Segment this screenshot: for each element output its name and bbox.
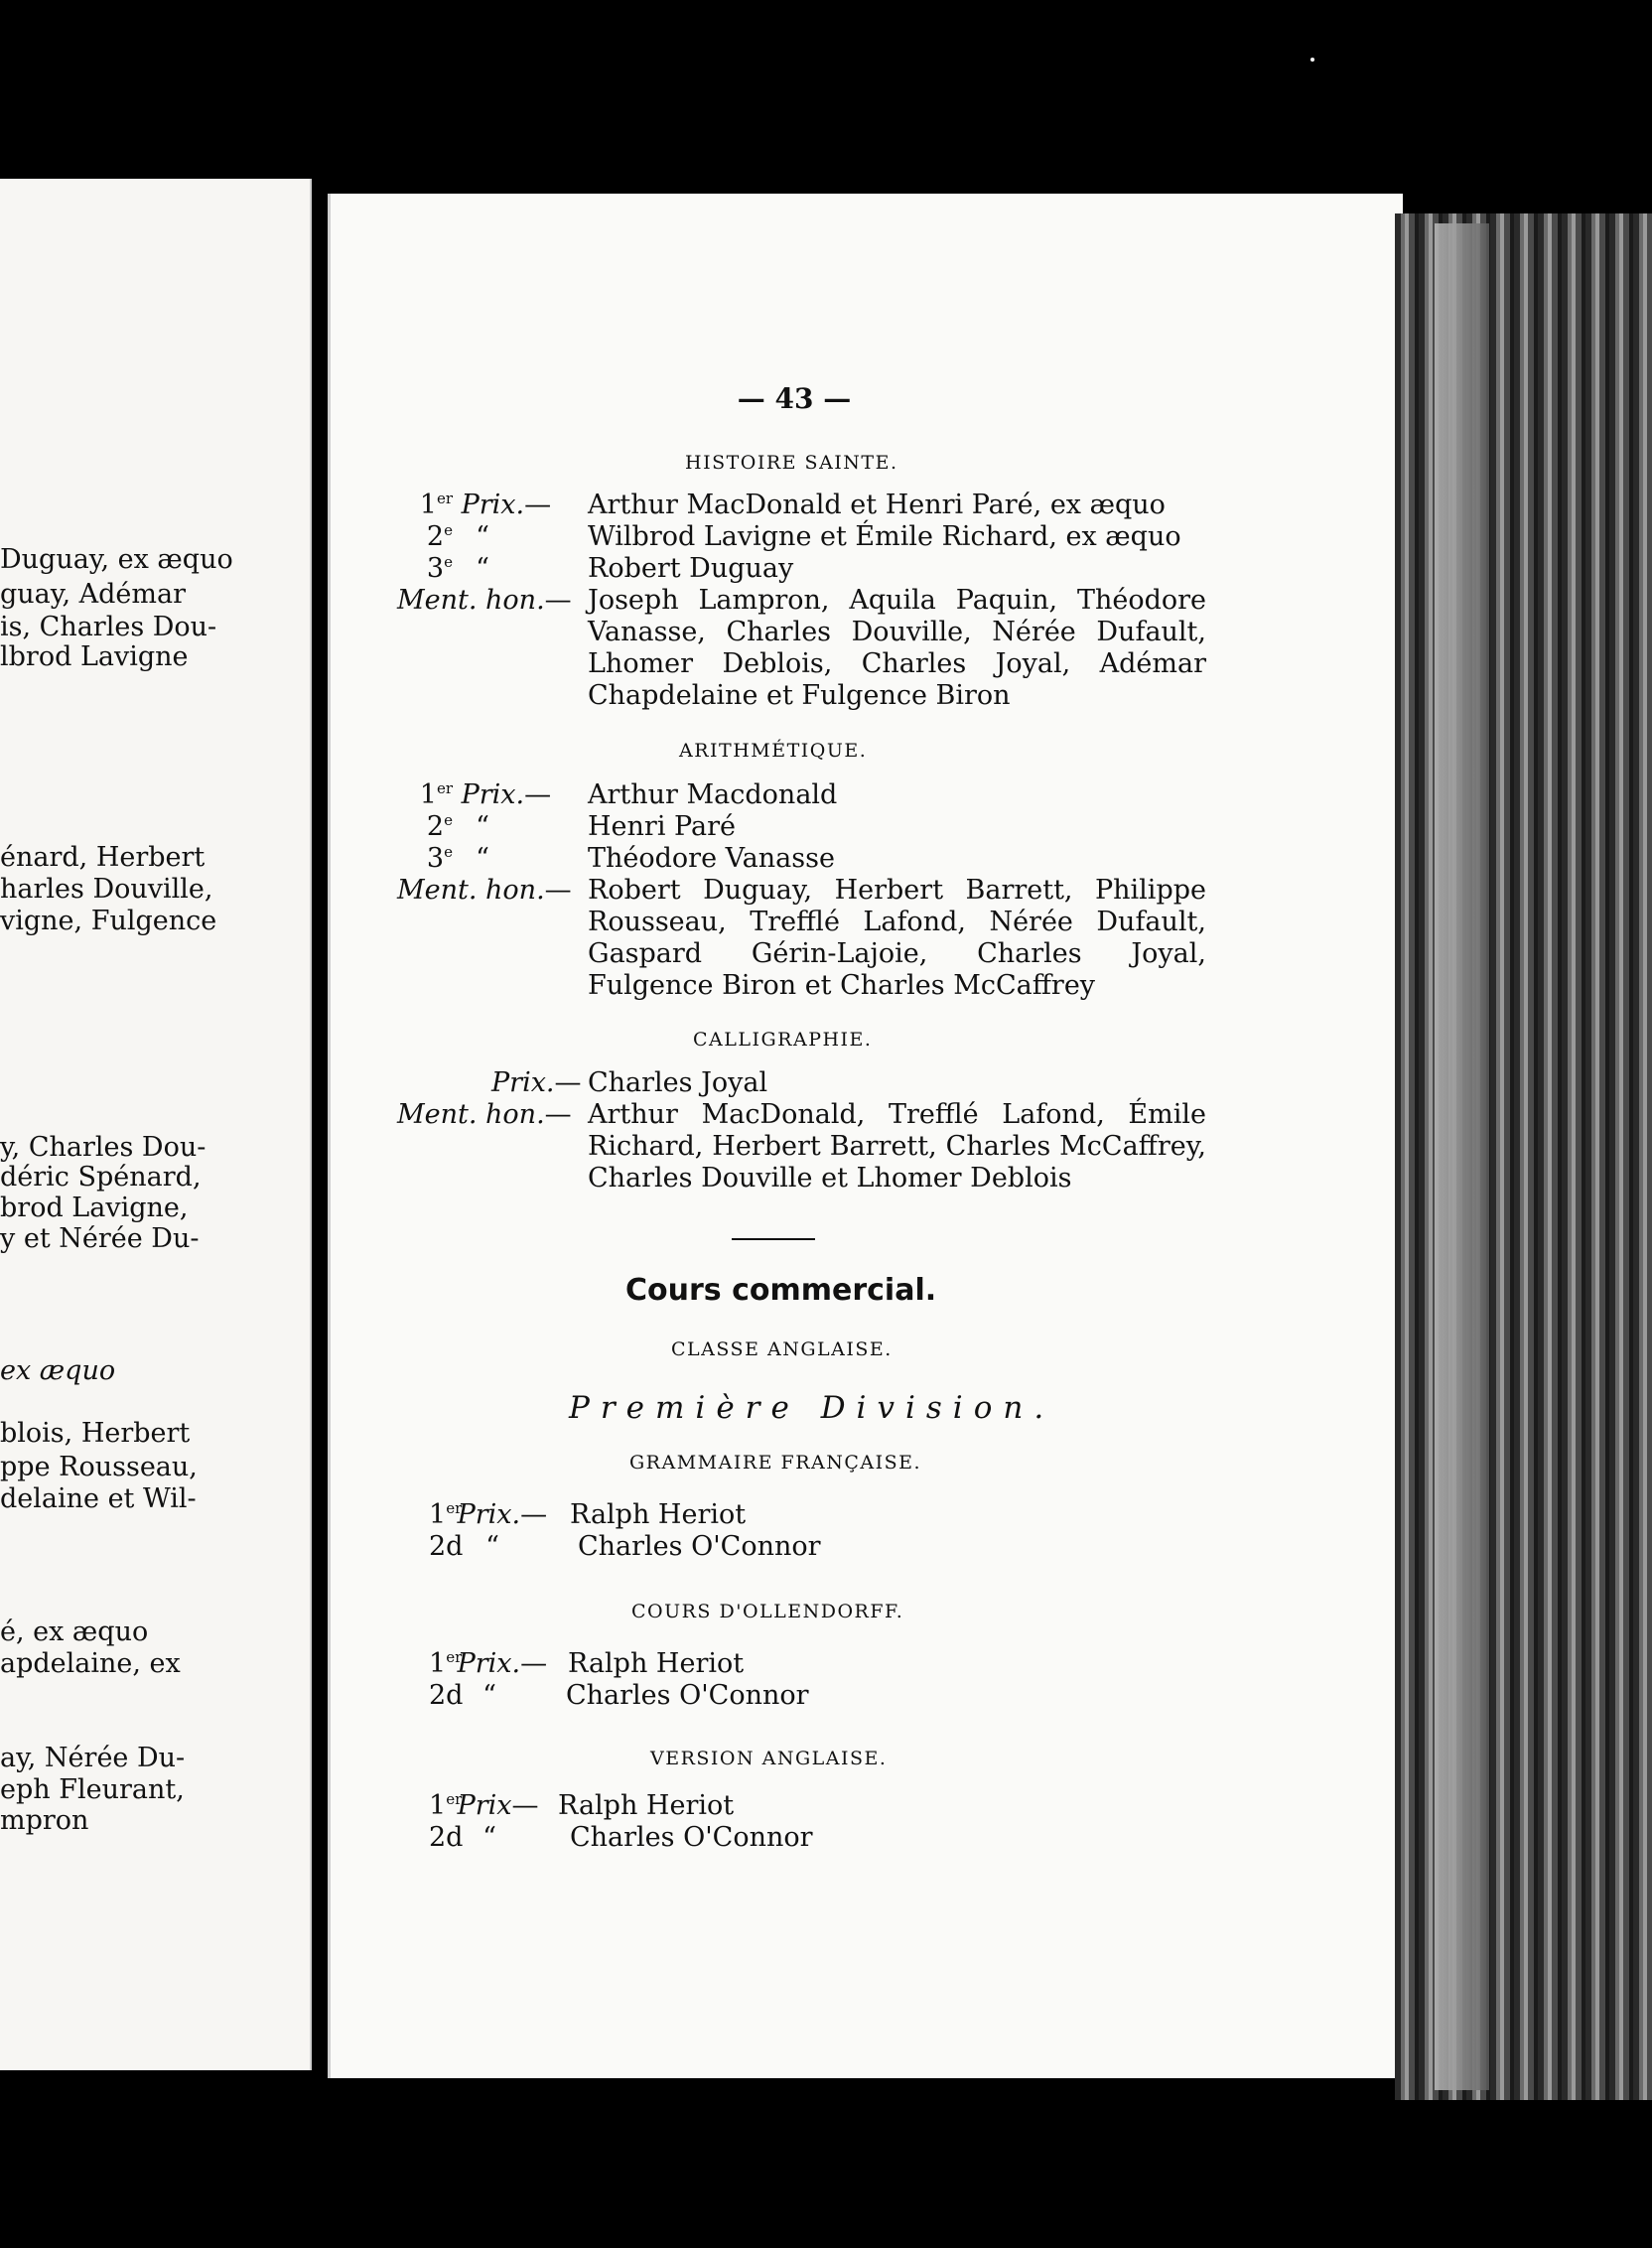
honourable-mention: Ment. hon.— Arthur MacDonald, Trefflé Lafond, Émile Richard, Herbert Barrett, Charles McCaffrey, Charles Douville et Lhomer Deblois: [397, 1099, 1206, 1194]
page-number: — 43 —: [737, 382, 852, 415]
left-line: ppe Rousseau,: [0, 1452, 198, 1482]
section-heading: VERSION ANGLAISE.: [650, 1748, 888, 1769]
left-line: brod Lavigne,: [0, 1193, 189, 1223]
prize-entry: 1er Prix— Ralph Heriot: [429, 1790, 735, 1821]
left-line: apdelaine, ex: [0, 1648, 181, 1679]
division-title: Première Division.: [569, 1390, 1055, 1426]
section-heading: CALLIGRAPHIE.: [693, 1029, 873, 1051]
left-line: eph Fleurant,: [0, 1774, 185, 1805]
left-line: guay, Adémar: [0, 579, 186, 610]
left-line: Duguay, ex æquo: [0, 544, 233, 575]
prize-entry: 2d “ Charles O'Connor: [429, 1531, 821, 1562]
left-line: harles Douville,: [0, 874, 213, 905]
speck: [1310, 58, 1314, 62]
left-line: delaine et Wil-: [0, 1483, 197, 1514]
left-line: vigne, Fulgence: [0, 906, 217, 936]
honourable-mention: Ment. hon.— Joseph Lampron, Aquila Paquin, Théodore Vanasse, Charles Douville, Nérée Dufault, Lhomer Deblois, Charles Joyal, Adémar Chapdelaine et Fulgence Biron: [397, 585, 1206, 711]
prize-entry: 1er Prix.— Arthur MacDonald et Henri Paré, ex æquo: [419, 490, 1166, 520]
section-heading: GRAMMAIRE FRANÇAISE.: [629, 1452, 922, 1474]
left-line: énard, Herbert: [0, 842, 206, 873]
class-heading: CLASSE ANGLAISE.: [671, 1338, 893, 1360]
prize-entry: 3e “ Robert Duguay: [426, 553, 794, 584]
page-stack-highlight: [1435, 223, 1489, 2090]
prize-entry: 2e “ Wilbrod Lavigne et Émile Richard, ex æquo: [426, 521, 1181, 552]
prize-entry: 2d “ Charles O'Connor: [429, 1680, 809, 1711]
section-heading: ARITHMÉTIQUE.: [679, 740, 868, 762]
prize-entry: 1er Prix.— Arthur Macdonald: [419, 779, 838, 810]
prize-entry: 3e “ Théodore Vanasse: [426, 843, 835, 874]
left-line: lbrod Lavigne: [0, 641, 189, 672]
left-line: is, Charles Dou-: [0, 612, 217, 642]
section-heading: COURS D'OLLENDORFF.: [631, 1601, 904, 1622]
left-line: déric Spénard,: [0, 1162, 202, 1193]
prize-entry: 1er Prix.— Ralph Heriot: [429, 1499, 747, 1530]
page-stack-edge: [1395, 213, 1652, 2100]
prize-entry: 2d “ Charles O'Connor: [429, 1822, 813, 1853]
honourable-mention: Ment. hon.— Robert Duguay, Herbert Barrett, Philippe Rousseau, Trefflé Lafond, Nérée Dufault, Gaspard Gérin-Lajoie, Charles Joyal, Fulgence Biron et Charles McCaffrey: [397, 875, 1206, 1001]
left-line: ay, Nérée Du-: [0, 1743, 186, 1773]
left-line: blois, Herbert: [0, 1418, 191, 1449]
section-heading: HISTOIRE SAINTE.: [685, 452, 898, 474]
left-line: mpron: [0, 1805, 89, 1836]
course-title: Cours commercial.: [625, 1273, 937, 1308]
prize-entry: 1er Prix.— Ralph Heriot: [429, 1648, 745, 1679]
left-line: y, Charles Dou-: [0, 1132, 206, 1163]
prize-entry: Prix.— Charles Joyal: [491, 1067, 768, 1098]
section-divider: [732, 1238, 815, 1240]
left-line: é, ex æquo: [0, 1616, 149, 1647]
prize-entry: 2e “ Henri Paré: [426, 811, 736, 842]
left-line: y et Nérée Du-: [0, 1223, 200, 1254]
left-line: ex æquo: [0, 1355, 116, 1386]
